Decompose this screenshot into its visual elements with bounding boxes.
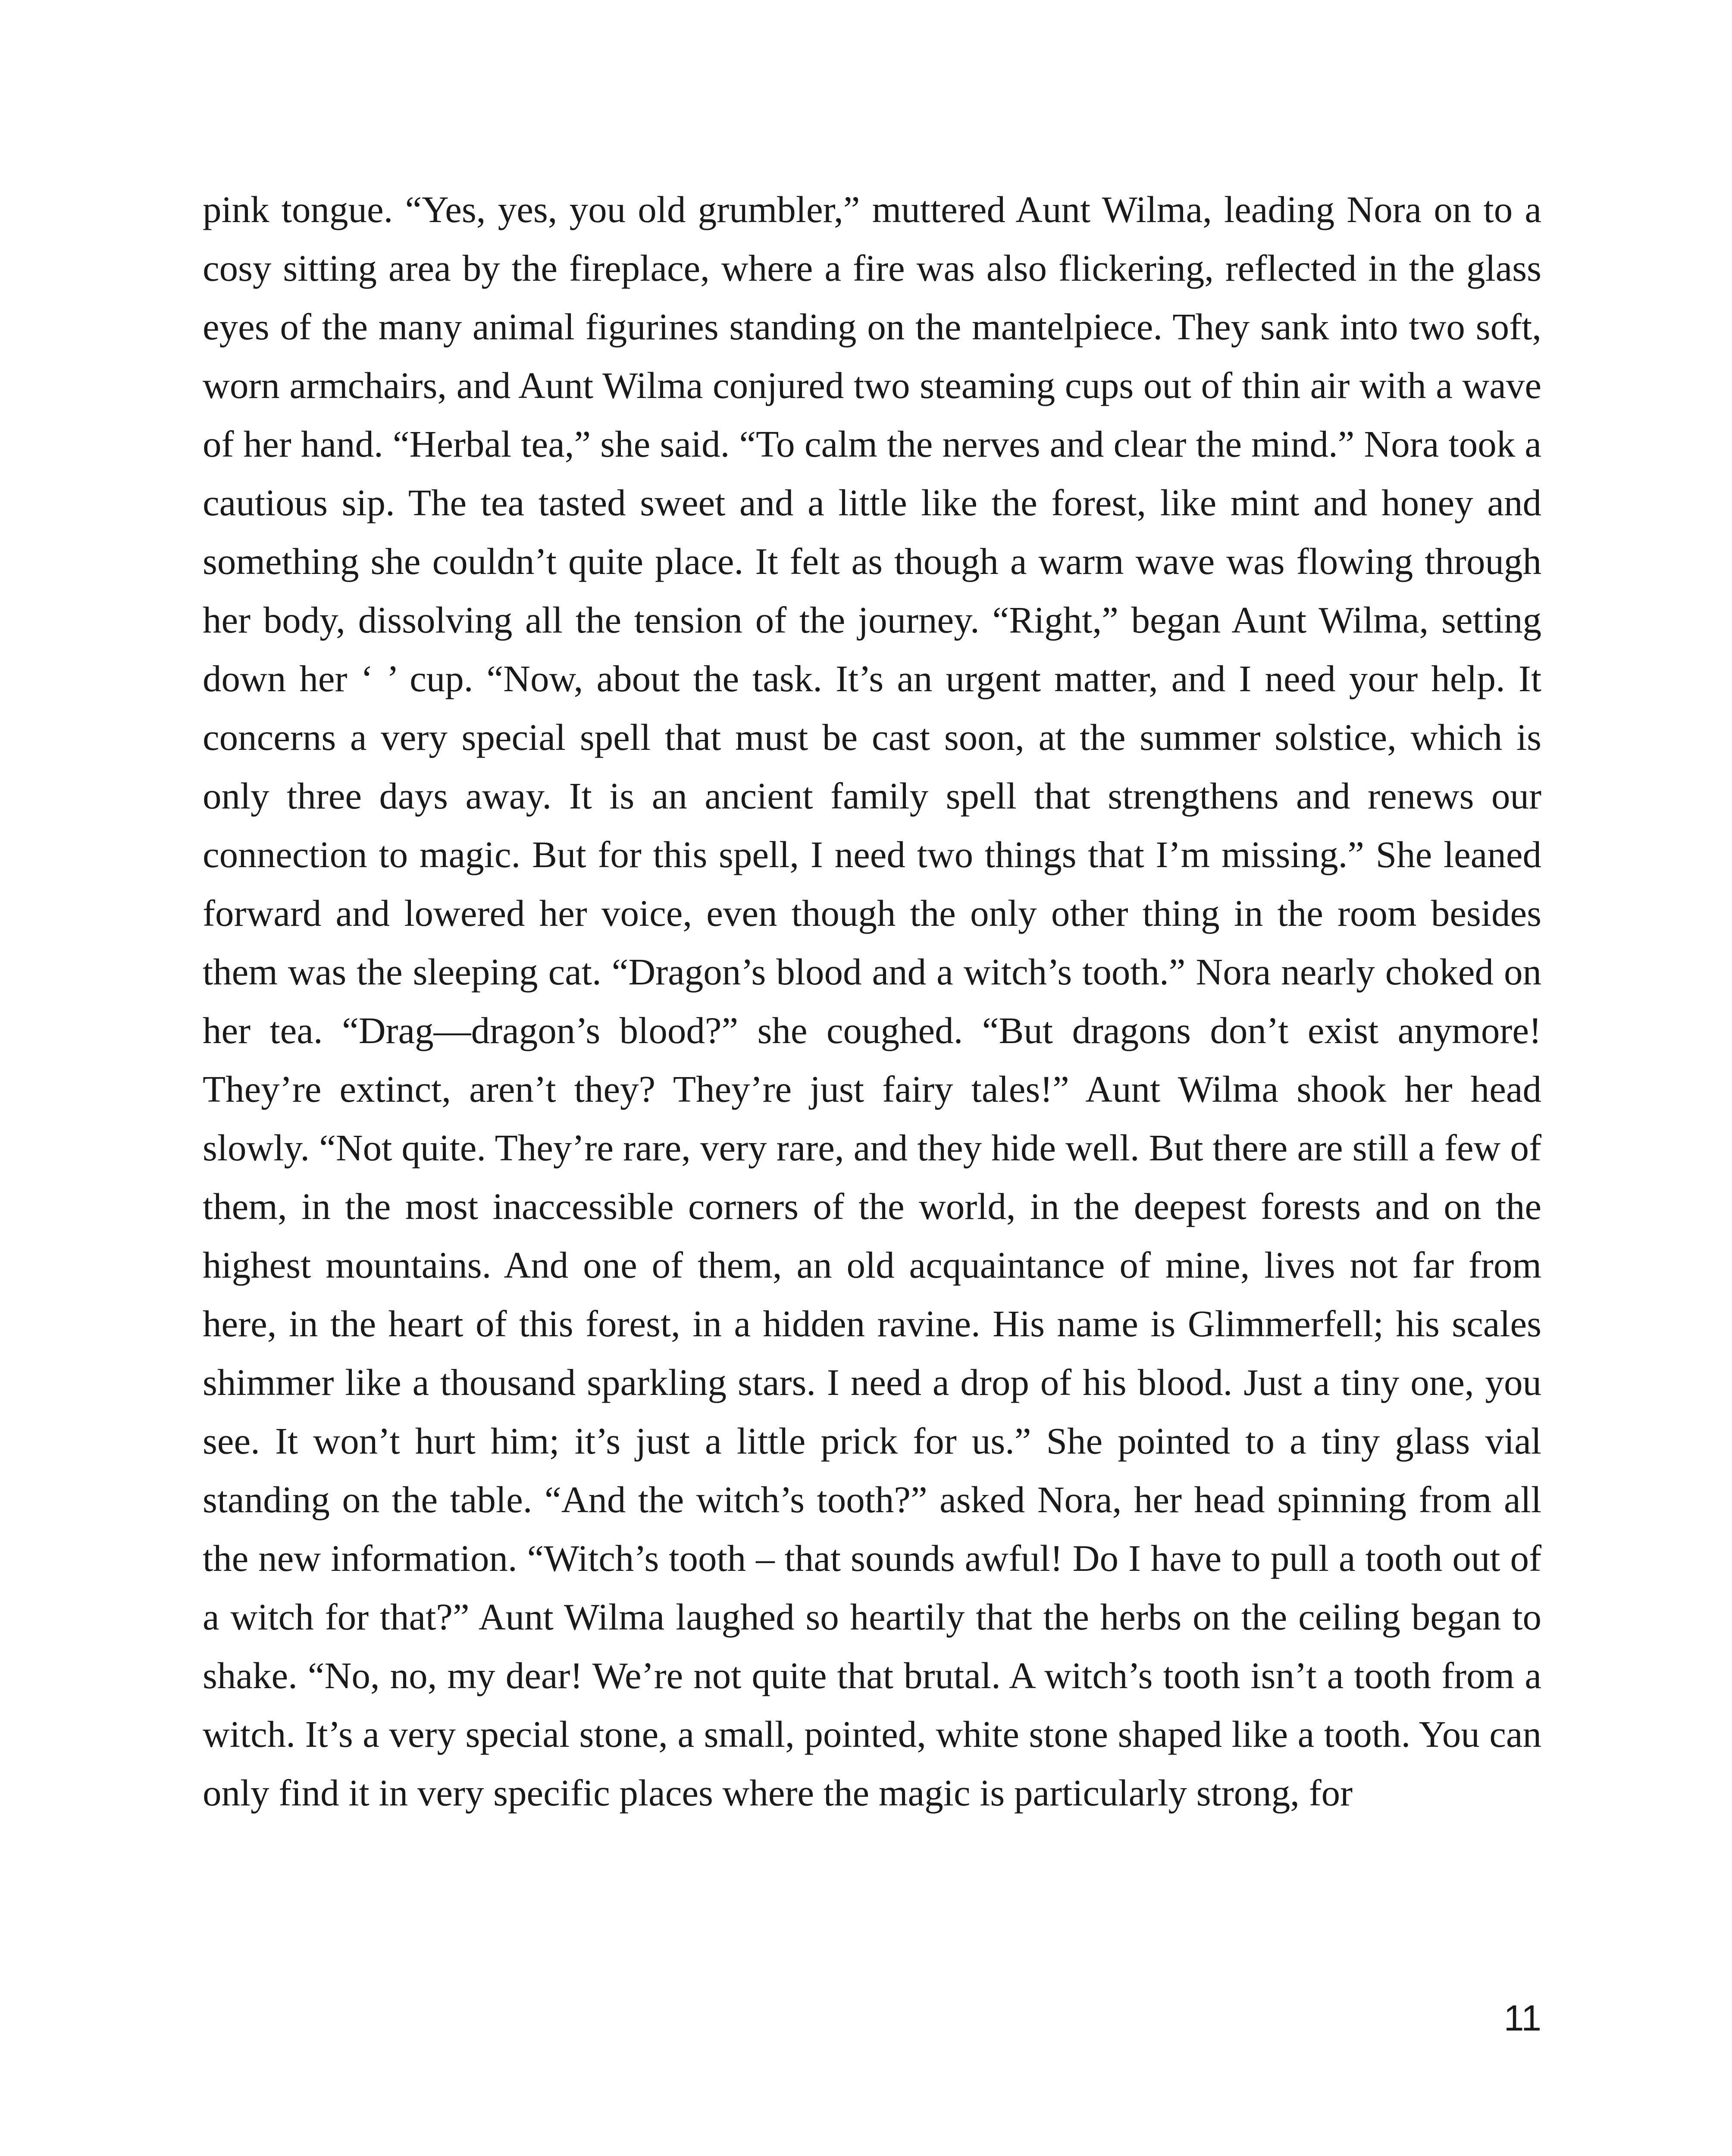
body-paragraph: pink tongue. “Yes, yes, you old grumbler,” muttered Aunt Wilma, leading Nora on to a cosy sitting area by the fireplace, where a fire was also flickering, reflected in the glass eyes of the many animal figurines standing on the mantelpiece. They sank into two soft, worn armchairs, and Aunt Wilma conjured two steaming cups out of thin air with a wave of her hand. “Herbal tea,” she said. “To calm the nerves and clear the mind.” Nora took a cautious sip. The tea tasted sweet and a little like the forest, like mint and honey and something she couldn’t quite place. It felt as though a warm wave was flowing through her body, dissolving all the tension of the journey. “Right,” began Aunt Wilma, setting down her ‘ ’ cup. “Now, about the task. It’s an urgent matter, and I need your help. It concerns a very special spell that must be cast soon, at the summer solstice, which is only three days away. It is an ancient family spell that strengthens and renews our connection to magic. But for this spell, I need two things that I’m missing.” She leaned forward and lowered her voice, even though the only other thing in the room besides them was the sleeping cat. “Dragon’s blood and a witch’s tooth.” Nora nearly choked on her tea. “Drag—dragon’s blood?” she coughed. “But dragons don’t exist anymore! They’re extinct, aren’t they? They’re just fairy tales!” Aunt Wilma shook her head slowly. “Not quite. They’re rare, very rare, and they hide well. But there are still a few of them, in the most inaccessible corners of the world, in the deepest forests and on the highest mountains. And one of them, an old acquaintance of mine, lives not far from here, in the heart of this forest, in a hidden ravine. His name is Glimmerfell; his scales shimmer like a thousand sparkling stars. I need a drop of his blood. Just a tiny one, you see. It won’t hurt him; it’s just a little prick for us.” She pointed to a tiny glass vial standing on the table. “And the witch’s tooth?” asked Nora, her head spinning from all the new information. “Witch’s tooth – that sounds awful! Do I have to pull a tooth out of a witch for that?” Aunt Wilma laughed so heartily that the herbs on the ceiling began to shake. “No, no, my dear! We’re not quite that brutal. A witch’s tooth isn’t a tooth from a witch. It’s a very special stone, a small, pointed, white stone shaped like a tooth. You can only find it in very specific places where the magic is particularly strong, for <box>203 188 1541 1814</box>
page-number: 11 <box>1503 1998 1541 2038</box>
